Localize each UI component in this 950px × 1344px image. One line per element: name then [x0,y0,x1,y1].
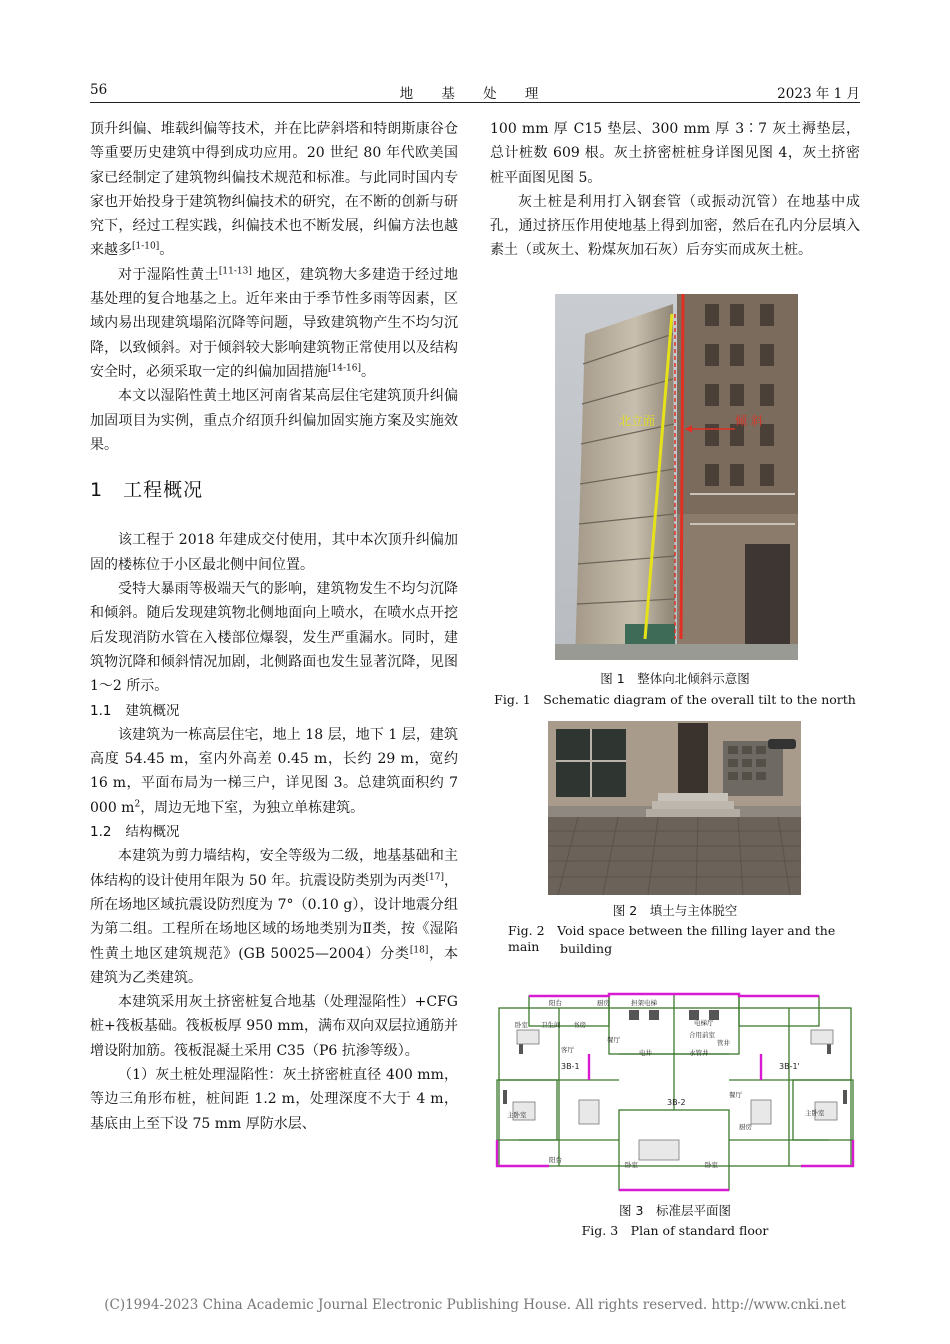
room-label: 管井 [717,1039,730,1047]
room-label: 阳台 [549,999,562,1007]
section-heading: 1 工程概况 [90,479,204,502]
room-label: 客厅 [561,1046,574,1054]
ground-photo [548,721,801,895]
room-label: 电梯厅 [694,1019,714,1027]
paragraph: 本文以湿陷性黄土地区河南省某高层住宅建筑顶升纠偏加固项目为实例，重点介绍顶升纠偏加固实施方案及实施效果。 [90,388,458,453]
room-label: 餐厅 [607,1036,620,1044]
north-facade-label: 北立面 [619,414,656,428]
room-label: 电井 [639,1049,652,1057]
figure-3-caption-cn: 图 3 标准层平面图 [619,1203,731,1218]
room-label: 厨房 [739,1123,752,1131]
unit-label: 3B-1 [561,1062,580,1071]
figure-2-caption-en-line2: building [560,941,613,956]
room-label: 卧室 [705,1161,718,1169]
figure-1-caption-cn: 图 1 整体向北倾斜示意图 [600,671,750,686]
tilt-label: 倾 斜 [735,414,763,428]
floor-plan-labels [489,990,861,1200]
room-label: 餐厅 [729,1091,742,1099]
room-label: 卫生间 [541,1021,561,1029]
subsection-heading: 1.1 建筑概况 [90,702,180,719]
figure-2-caption-cn: 图 2 填土与主体脱空 [612,903,738,918]
room-label: 主卧室 [507,1111,527,1119]
room-label: 合用前室 [689,1031,715,1039]
figure-2-caption-en: Fig. 2 Void space between the filling layer and the main [508,923,836,954]
figure-3-floor-plan [489,990,861,1200]
copyright-footer: (C)1994-2023 China Academic Journal Electronic Publishing House. All rights reserved. http://www.cnki.net [104,1297,846,1313]
room-label: 担架电梯 [631,999,657,1007]
room-label: 卧室 [625,1161,638,1169]
left-column [90,117,458,1136]
room-label: 厨房 [597,999,610,1007]
figure-1-photo [555,294,798,660]
room-label: 书房 [573,1021,586,1029]
paragraph: 本建筑为剪力墙结构，安全等级为二级，地基基础和主体结构的设计使用年限为 50 年。抗震设防类别为丙类[17]，所在场地区域抗震设防烈度为 7°（0.10 g），设计地震分组为第二组。工程所在场地区域的场地类别为Ⅱ类，按《湿陷性黄土地区建筑规范》(GB 50025—2004）分类[18]，本建筑为乙类建筑。 [90,848,459,986]
paragraph: 该工程于 2018 年建成交付使用，其中本次顶升纠偏加固的楼栋位于小区最北侧中间位置。 [90,532,458,573]
room-label: 水管井 [689,1049,709,1057]
issue-date: 2023 年 1 月 [777,86,860,102]
paragraph: 本建筑采用灰土挤密桩复合地基（处理湿陷性）+CFG 桩+筏板基础。筏板板厚 950 mm，满布双向双层拉通筋并增设附加筋。筏板混凝土采用 C35（P6 抗渗等级）。 [90,994,458,1059]
paragraph: 100 mm 厚 C15 垫层、300 mm 厚 3∶7 灰土褥垫层，总计桩数 609 根。灰土挤密桩桩身详图见图 4，灰土挤密桩平面图见图 5。 [490,121,860,186]
room-label: 卧室 [515,1021,528,1029]
unit-label: 3B-1' [779,1062,800,1071]
paragraph: （1）灰土桩处理湿陷性：灰土挤密桩直径 400 mm，等边三角形布桩，桩间距 1.2 m，处理深度不大于 4 m，基底由上至下设 75 mm 厚防水层、 [90,1066,458,1132]
room-label: 阳台 [549,1156,562,1164]
paragraph: 对于湿陷性黄土[11-13] 地区，建筑物大多建造于经过地基处理的复合地基之上。近年来由于季节性多雨等因素，区域内易出现建筑塌陷沉降等问题，导致建筑物产生不均匀沉降，以致倾斜。对于倾斜较大影响建筑物正常使用以及结构安全时，必须采取一定的纠偏加固措施[14-16]。 [90,266,458,380]
subsection-heading: 1.2 结构概况 [90,824,180,841]
paragraph: 灰土桩是利用打入钢套管（或振动沉管）在地基中成孔，通过挤压作用使地基上得到加密，然后在孔内分层填入素土（或灰土、粉煤灰加石灰）后夯实而成灰土桩。 [490,193,860,259]
figure-1-caption-en: Fig. 1 Schematic diagram of the overall tilt to the north [494,692,856,707]
figure-3-caption-en: Fig. 3 Plan of standard floor [581,1223,769,1238]
right-column [490,117,860,263]
paragraph: 受特大暴雨等极端天气的影响，建筑物发生不均匀沉降和倾斜。随后发现建筑物北侧地面向上喷水，在喷水点开挖后发现消防水管在入楼部位爆裂，发生严重漏水。同时，建筑物沉降和倾斜情况加剧，北侧路面也发生显著沉降，见图 1～2 所示。 [90,581,458,695]
figure-2-photo [548,721,801,895]
unit-label: 3B-2 [667,1098,686,1107]
header-rule [90,102,860,103]
page-number: 56 [90,82,108,98]
journal-name: 地 基 处 理 [399,86,551,102]
building-photo [555,294,798,660]
running-header [90,82,860,102]
paragraph: 该建筑为一栋高层住宅，地上 18 层，地下 1 层，建筑高度 54.45 m，室内外高差 0.45 m，长约 29 m，宽约 16 m，平面布局为一梯三户，详见图 3。总建筑面积约 7 000 $m^2$，周边无地下室，为独立单栋建筑。 [90,726,458,816]
paragraph: 顶升纠偏、堆载纠偏等技术，并在比萨斜塔和特朗斯康谷仓等重要历史建筑中得到成功应用。20 世纪 80 年代欧美国家已经制定了建筑物纠偏技术规范和标准。与此同时国内专家也开始投身于建筑物纠偏技术的研究，在不断的创新与研究下，经过工程实践，纠偏技术也不断发展，纠偏方法也越来越多[1-10]。 [90,121,458,259]
room-label: 主卧室 [805,1109,825,1117]
